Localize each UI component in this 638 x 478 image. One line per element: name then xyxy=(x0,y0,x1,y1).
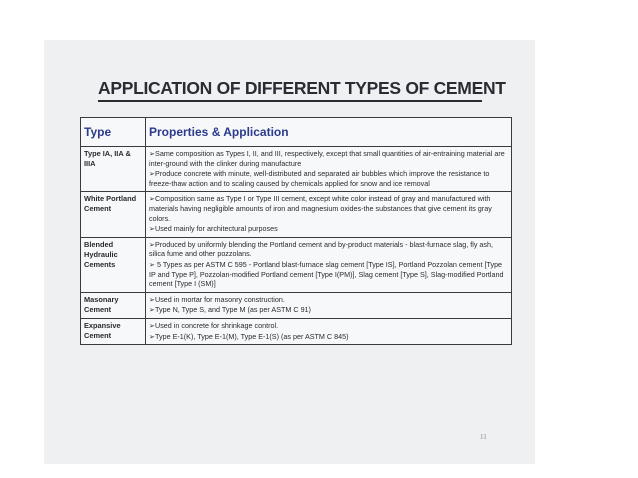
properties-cell xyxy=(146,192,512,237)
page-number: 11 xyxy=(480,433,487,441)
bullet-item: ➢Same composition as Types I, II, and III, respectively, except that small quantities of air-entraining material are inter-ground with the clinker during manufacture xyxy=(149,149,505,168)
title-underline xyxy=(98,100,482,102)
properties-cell xyxy=(146,237,512,292)
properties-cell xyxy=(146,292,512,318)
cement-types-table xyxy=(80,117,512,345)
table-row xyxy=(81,318,512,344)
table-row xyxy=(81,237,512,292)
cement-type-cell: White Portland Cement xyxy=(81,192,146,237)
properties-cell xyxy=(146,147,512,192)
bullet-item: ➢Composition same as Type I or Type III cement, except white color instead of gray and manufactured with materials having negligible amounts of iron and magnesium oxides-the substances that give cement its gray colors. xyxy=(149,194,492,223)
bullet-item: ➢Produce concrete with minute, well-distributed and separated air bubbles which improve the resistance to freeze-thaw action and to scaling caused by chemicals applied for snow and ice removal xyxy=(149,169,490,188)
properties-cell xyxy=(146,318,512,344)
table-row xyxy=(81,192,512,237)
table-header-row xyxy=(81,118,512,147)
bullet-item: ➢Used in concrete for shrinkage control. xyxy=(149,320,279,330)
cement-type-cell: Masonary Cement xyxy=(81,292,146,318)
header-properties: Properties & Application xyxy=(146,118,512,147)
cement-type-cell: Type IA, IIA & IIIA xyxy=(81,147,146,192)
bullet-item: ➢Used mainly for architectural purposes xyxy=(149,224,278,234)
cement-type-cell: Blended Hydraulic Cements xyxy=(81,237,146,292)
bullet-item: ➢Type E-1(K), Type E-1(M), Type E-1(S) (as per ASTM C 845) xyxy=(149,331,349,341)
slide xyxy=(44,40,535,464)
bullet-item: ➢ 5 Types as per ASTM C 595 - Portland blast-furnace slag cement [Type IS], Portland Pozzolan cement [Type IP and Type P], Pozzolan-modified Portland cement [Type I(PM)], Slag cement [Type S], Slag-modified Portland cement [Type I (SM)] xyxy=(149,259,504,289)
cement-type-cell: Expansive Cement xyxy=(81,318,146,344)
bullet-item: ➢Type N, Type S, and Type M (as per ASTM C 91) xyxy=(149,305,311,315)
table-row xyxy=(81,147,512,192)
table-row xyxy=(81,292,512,318)
bullet-item: ➢Used in mortar for masonry construction. xyxy=(149,294,285,304)
bullet-item: ➢Produced by uniformly blending the Portland cement and by-product materials - blast-furnace slag, fly ash, silica fume and other pozzolans. xyxy=(149,239,494,259)
slide-title: APPLICATION OF DIFFERENT TYPES OF CEMENT xyxy=(98,78,506,98)
header-type: Type xyxy=(81,118,146,147)
